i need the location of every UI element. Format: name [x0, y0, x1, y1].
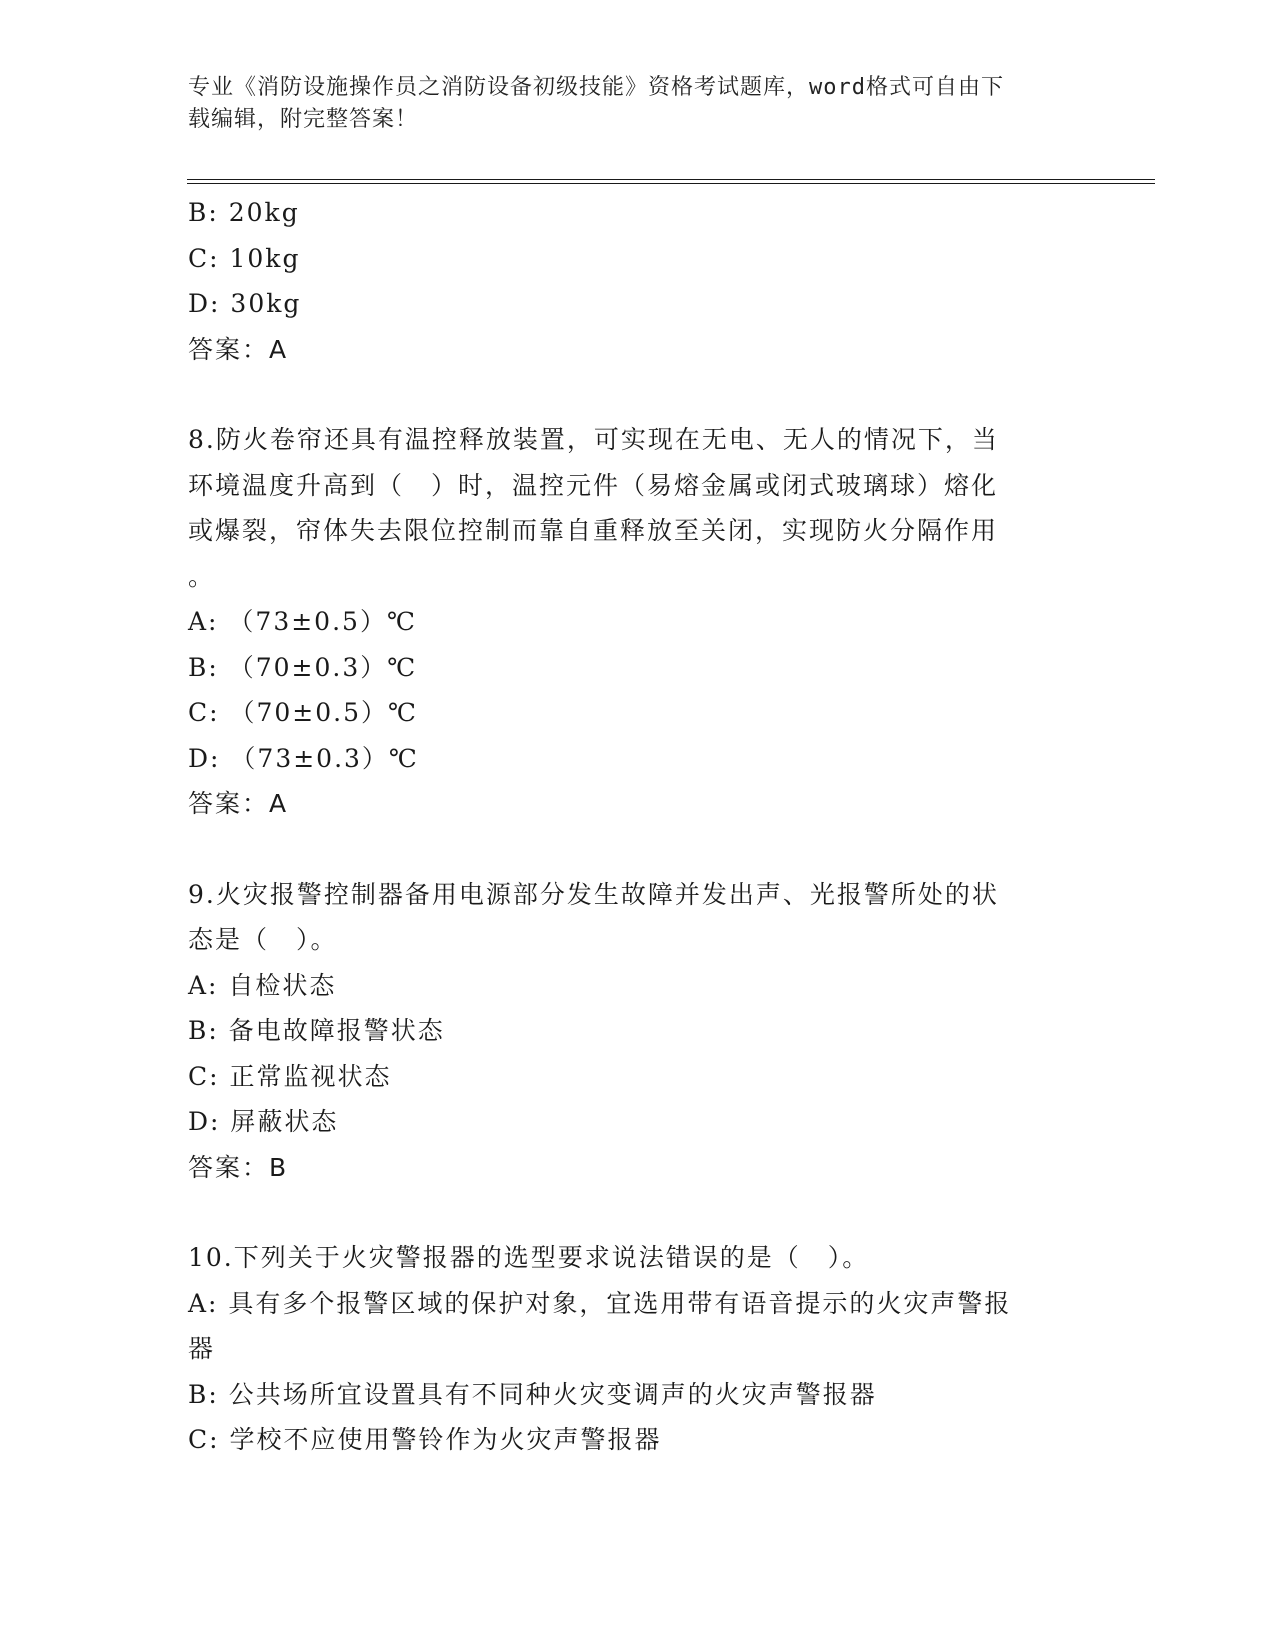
header-rule-bottom: [187, 183, 1155, 184]
question-stem-line: 或爆裂，帘体失去限位控制而靠自重释放至关闭，实现防火分隔作用: [188, 516, 999, 545]
answer-line: 答案：B: [188, 1152, 289, 1182]
option-d: D: 屏蔽状态: [188, 1107, 339, 1136]
question-10-block: [188, 1235, 1088, 1463]
option-b: B: 20kg: [188, 198, 300, 227]
prev-question-block: [188, 190, 1088, 372]
answer-line: 答案：A: [188, 789, 289, 818]
option-d: D: 30kg: [188, 289, 302, 318]
option-b: B: （70±0.3）℃: [188, 652, 418, 682]
question-stem-line: 9.火灾报警控制器备用电源部分发生故障并发出声、光报警所处的状: [188, 879, 999, 909]
question-stem-line: 。: [188, 561, 216, 591]
question-stem-line: 环境温度升高到（ ）时，温控元件（易熔金属或闭式玻璃球）熔化: [188, 470, 999, 500]
question-9-block: [188, 872, 1088, 1191]
option-a: A: 具有多个报警区域的保护对象，宜选用带有语音提示的火灾声警报: [188, 1288, 1012, 1318]
spacer: [188, 372, 1088, 417]
option-b: B: 公共场所宜设置具有不同种火灾变调声的火灾声警报器: [188, 1379, 877, 1409]
question-content: [188, 190, 1088, 1463]
document-header: [188, 72, 1068, 136]
option-a-continued: 器: [188, 1334, 216, 1363]
option-b: B: 备电故障报警状态: [188, 1016, 445, 1045]
option-c: C: 学校不应使用警铃作为火灾声警报器: [188, 1425, 662, 1454]
question-stem-line: 态是（ ）。: [188, 925, 338, 954]
option-d: D: （73±0.3）℃: [188, 743, 419, 773]
option-a: A: （73±0.5）℃: [188, 607, 417, 636]
spacer: [188, 827, 1088, 872]
header-line-2: 载编辑，附完整答案！: [188, 107, 419, 132]
header-rule-top: [187, 179, 1155, 180]
spacer: [188, 1190, 1088, 1235]
option-c: C: （70±0.5）℃: [188, 698, 418, 727]
header-line-1: 专业《消防设施操作员之消防设备初级技能》资格考试题库，word格式可自由下: [188, 75, 1004, 100]
question-stem-line: 10.下列关于火灾警报器的选型要求说法错误的是（ ）。: [188, 1243, 870, 1272]
question-8-block: [188, 417, 1088, 827]
option-c: C: 正常监视状态: [188, 1061, 392, 1091]
option-a: A: 自检状态: [188, 970, 337, 1000]
answer-line: 答案：A: [188, 334, 289, 364]
question-stem-line: 8.防火卷帘还具有温控释放装置，可实现在无电、无人的情况下，当: [188, 425, 999, 454]
option-c: C: 10kg: [188, 243, 301, 273]
